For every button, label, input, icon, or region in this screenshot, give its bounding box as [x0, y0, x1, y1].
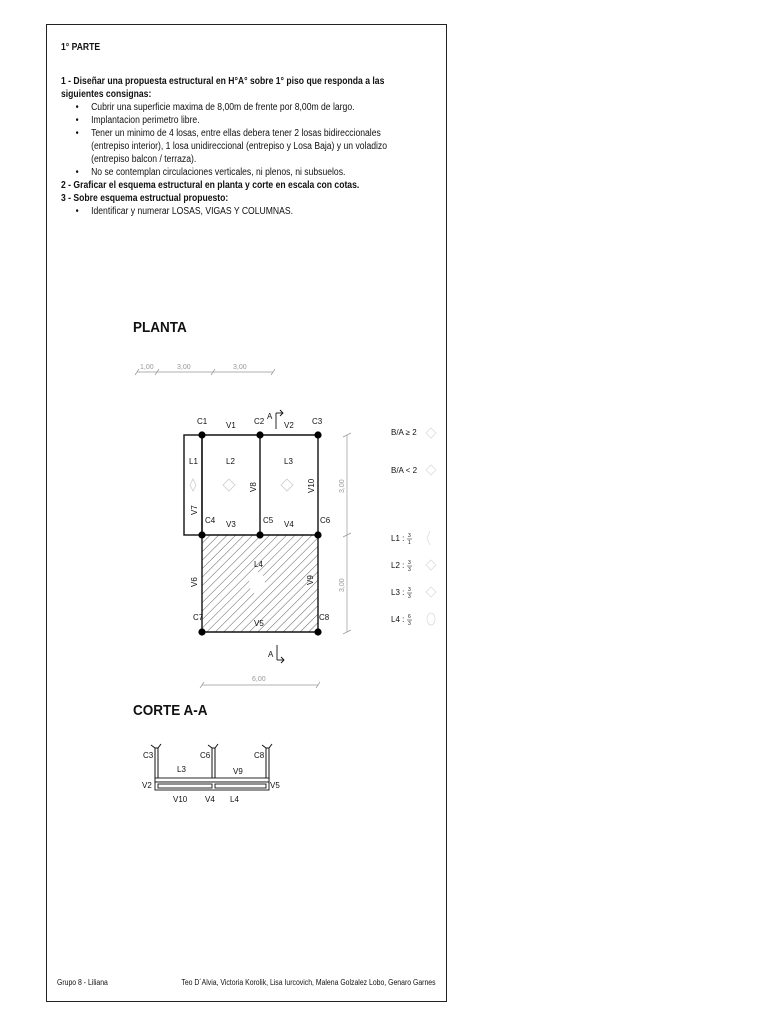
corte-v2: V2 — [142, 781, 152, 790]
item-1 — [61, 75, 418, 101]
legend-l1-den: 1 — [408, 540, 411, 546]
legend-ratio-l4 — [391, 613, 435, 627]
slab-l4: L4 — [254, 560, 263, 569]
dim-right-1: 3,00 — [339, 479, 346, 493]
beam-v6: V6 — [190, 577, 199, 587]
legend-l1-num: 3 — [408, 533, 411, 539]
dim-top-2: 3,00 — [177, 364, 191, 371]
dim-bottom: 6,00 — [252, 676, 266, 683]
slab-l4-marker — [249, 572, 265, 594]
legend-ratio-l1 — [391, 531, 430, 546]
column-c2: C2 — [254, 417, 265, 426]
legend-l3-den: 3 — [408, 594, 411, 600]
corte-l3: L3 — [177, 765, 186, 774]
legend-ba-lt-2: B/A < 2 — [391, 466, 418, 475]
document-sheet — [46, 24, 447, 1002]
column-c7: C7 — [193, 613, 204, 622]
corte-c3: C3 — [143, 751, 154, 760]
instructions-list — [61, 75, 418, 218]
beam-v10: V10 — [307, 478, 316, 493]
column-c1: C1 — [197, 417, 208, 426]
item-3-bullets — [61, 205, 418, 218]
legend-l3-icon — [426, 587, 436, 597]
footer-group: Grupo 8 - Liliana — [57, 978, 108, 987]
section-cut-top — [276, 410, 283, 429]
legend-l3-name: L3 : — [391, 588, 405, 597]
planta-heading: PLANTA — [133, 319, 187, 336]
corte-c8: C8 — [254, 751, 265, 760]
beam-v3: V3 — [226, 520, 236, 529]
item-1-bullet: • Tener un minimo de 4 losas, entre ellas debera tener 2 losas bidireccionales (entrepiso interior), 1 losa unidireccional (entrepiso y Losa Baja) y un voladizo (entrepiso balcon / terraza). — [91, 127, 418, 166]
corte-v4: V4 — [205, 795, 215, 804]
beam-v7: V7 — [190, 505, 199, 515]
item-2-text: Graficar el esquema estructural en planta y corte en escala con cotas. — [73, 180, 360, 191]
legend-l2-name: L2 : — [391, 561, 405, 570]
corte-v10: V10 — [173, 795, 188, 804]
corte-c6: C6 — [200, 751, 211, 760]
cut-label-bottom: A — [268, 650, 274, 659]
item-1-text: Diseñar una propuesta estructural en H°A° sobre 1° piso que responda a las siguientes consignas: — [61, 76, 385, 100]
dim-right-2: 3,00 — [339, 578, 346, 592]
slab-l2: L2 — [226, 457, 235, 466]
legend-l2-den: 3 — [408, 567, 411, 573]
corte-heading: CORTE A-A — [133, 702, 208, 719]
legend-l1-icon — [427, 531, 430, 545]
section-slabs — [155, 778, 269, 790]
legend-l1-name: L1 : — [391, 534, 405, 543]
column-c8: C8 — [319, 613, 330, 622]
legend-l2-icon — [426, 560, 436, 570]
top-dimension — [135, 369, 275, 375]
section-cut-bottom — [277, 645, 284, 663]
item-1-bullets — [61, 101, 418, 179]
corte-v5: V5 — [270, 781, 280, 790]
legend-l4-num: 6 — [408, 614, 411, 620]
beam-v9: V9 — [306, 575, 315, 585]
dim-top-3: 3,00 — [233, 364, 247, 371]
item-1-bullet: • No se contemplan circulaciones verticales, ni plenos, ni subsuelos. — [91, 166, 418, 179]
column-c6: C6 — [320, 516, 331, 525]
cut-label-top: A — [267, 412, 273, 421]
corte-section-drawing — [137, 740, 337, 820]
column-c3: C3 — [312, 417, 323, 426]
item-2 — [61, 179, 418, 192]
legend-ratio-l2 — [391, 560, 436, 573]
legend-l3-num: 3 — [408, 587, 411, 593]
legend-ba-ge-2: B/A ≥ 2 — [391, 428, 417, 437]
beam-v2: V2 — [284, 421, 294, 430]
item-1-number: 1 - — [61, 76, 72, 87]
column-c4: C4 — [205, 516, 216, 525]
legend-l4-den: 3 — [408, 621, 411, 627]
item-2-number: 2 - — [61, 180, 72, 191]
corte-v9: V9 — [233, 767, 243, 776]
footer-authors: Teo D´Alvia, Victoria Korolik, Lisa Iurcovich, Malena Golzalez Lobo, Genaro Garnes — [181, 978, 436, 987]
item-3-bullet: • Identificar y numerar LOSAS, VIGAS Y COLUMNAS. — [91, 205, 418, 218]
legend-l2-num: 3 — [408, 560, 411, 566]
legend-diamond-icon — [426, 428, 436, 438]
slab-markers — [190, 479, 293, 491]
item-3-number: 3 - — [61, 193, 72, 204]
item-1-bullet: • Implantacion perimetro libre. — [91, 114, 418, 127]
beam-v4: V4 — [284, 520, 294, 529]
legend-ratio-l3 — [391, 587, 436, 600]
beam-v1: V1 — [226, 421, 236, 430]
column-c5: C5 — [263, 516, 274, 525]
legend-l4-name: L4 : — [391, 615, 405, 624]
legend-diamond-icon — [426, 465, 436, 475]
slab-l3: L3 — [284, 457, 293, 466]
document-title: 1° PARTE — [61, 42, 101, 53]
item-3 — [61, 192, 418, 205]
beam-v8: V8 — [249, 482, 258, 492]
item-1-bullet: • Cubrir una superficie maxima de 8,00m de frente por 8,00m de largo. — [91, 101, 418, 114]
legend-l4-icon — [427, 613, 435, 625]
corte-l4: L4 — [230, 795, 239, 804]
planta-plan-drawing — [127, 355, 427, 683]
beam-v5: V5 — [254, 619, 264, 628]
item-3-text: Sobre esquema estructual propuesto: — [73, 193, 229, 204]
slab-l1: L1 — [189, 457, 198, 466]
right-dimension — [343, 433, 351, 634]
dim-top-1: 1,00 — [140, 364, 154, 371]
